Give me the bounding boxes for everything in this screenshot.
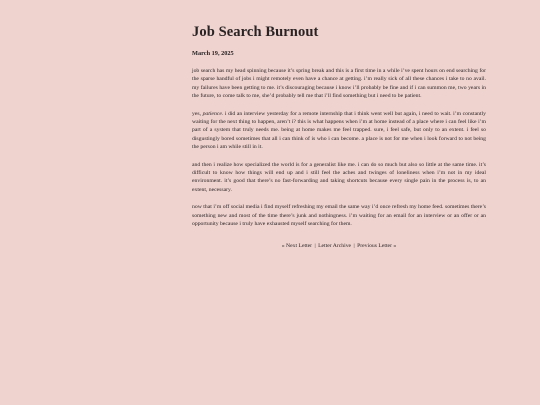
paragraph-2-text-start: yes, [192,110,203,117]
post-date: March 19, 2025 [192,50,234,57]
paragraph-2-text-end: . i did an interview yesterday for a remote internship that i think went well but again, i need to wait. i’m constantly waiting for the next thing to happen, aren’t i? this is what happens when i’m at home instead of a place where i can feel like i’m part of a system that truly needs me. being at home makes me feel trapped. sure, i feel safe, but only to an extent. i feel so disgustingly bored sometimes that all i can think of is who i can become. a place is not for me when i look forward to not being the person i am while still in it. [192,110,486,151]
paragraph-4 [192,203,486,228]
letter-page [192,22,486,250]
letter-archive-link[interactable]: Letter Archive [318,242,352,249]
nav-separator: | [353,242,355,249]
paragraph-1-text: job search has my head spinning because it’s spring break and this is a first time in a while i’ve spent hours on end searching for the sparse handful of jobs i might remotely even have a chance at getting. i’m really sick of all these chances i take to no avail. my failures have been getting to me. it’s discouraging because i know i’ll probably be fine and if i can summon me, two years in the future, to come talk to me, she’d probably tell me that i’ll find something but i need to be patient. [192,68,486,100]
paragraph-2 [192,110,486,152]
page-title: Job Search Burnout [192,24,319,40]
nav-separator: | [314,242,316,249]
letter-navigation [192,242,486,250]
letter-body [192,67,486,229]
previous-letter-link[interactable]: Previous Letter » [357,242,397,249]
paragraph-1 [192,67,486,101]
paragraph-3-text: and then i realize how specialized the world is for a generalist like me. i can do so much but also so little at the same time. it’s difficult to know how things will end up and i still feel the aches and twinges of loneliness when i’m not in my ideal environment. it’s good that there’s no fast-forwarding and taking shortcuts because every single pain in the process is, to an extent, necessary. [192,161,486,193]
next-letter-link[interactable]: « Next Letter [281,242,313,249]
paragraph-2-emphasis: patience [202,110,222,117]
paragraph-3 [192,161,486,195]
paragraph-4-text: now that i’m off social media i find myself refreshing my email the same way i’d once refresh my home feed. sometimes there’s something new and most of the time there’s junk and nothingness. i’m waiting for an email for an interview or an offer or an opportunity because i truly have exhausted myself searching for them. [192,204,486,228]
